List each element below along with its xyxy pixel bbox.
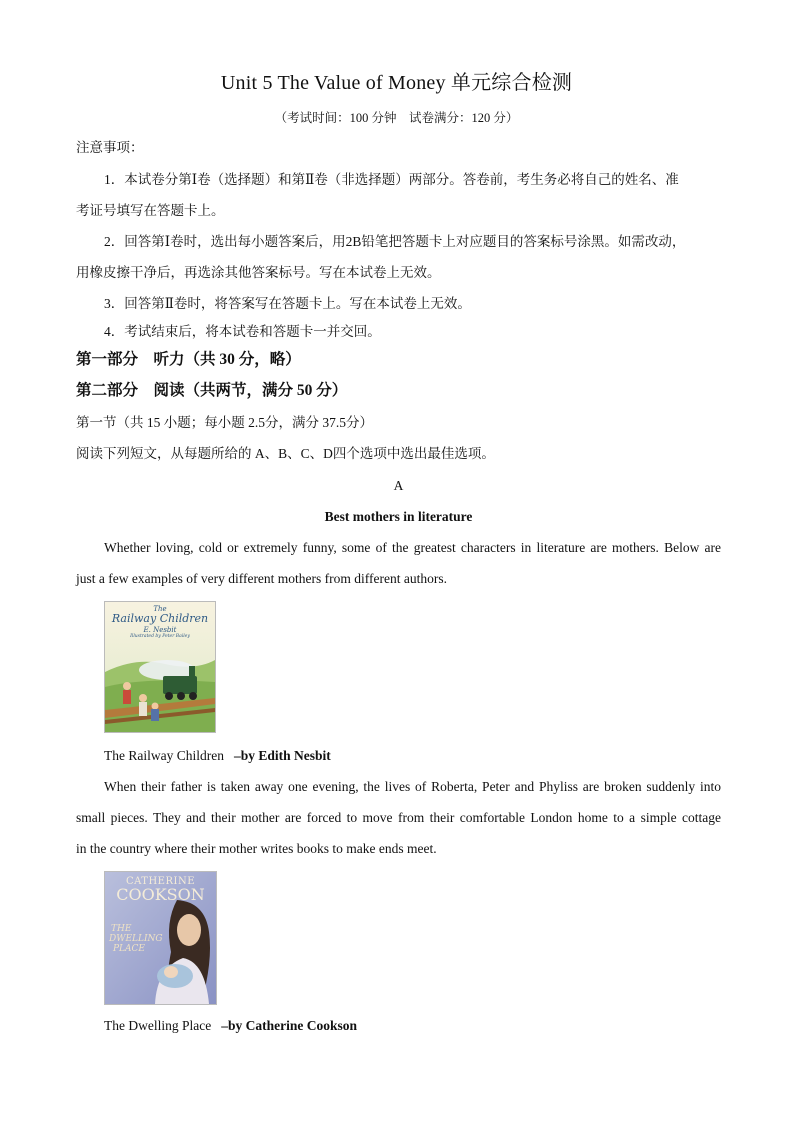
note-item-1-line-2: 考证号填写在答题卡上。	[76, 203, 225, 218]
note-item-2-line-1: 2．回答第Ⅰ卷时，选出每小题答案后，用2B铅笔把答题卡上对应题目的答案标号涂黑。如需改动，	[104, 234, 686, 249]
passage-intro-line-1: Whether loving, cold or extremely funny, some of the greatest characters in literature are mothers. Below are	[104, 540, 721, 555]
note-item-3: 3．回答第Ⅱ卷时，将答案写在答题卡上。写在本试卷上无效。	[104, 296, 471, 311]
part-1-heading: 第一部分 听力（共 30 分，略）	[76, 351, 301, 368]
reading-instruction: 阅读下列短文，从每题所给的 A、B、C、D四个选项中选出最佳选项。	[76, 446, 495, 461]
book-2-caption	[104, 1016, 357, 1036]
section-1-heading: 第一节（共 15 小题；每小题 2.5分，满分 37.5分）	[76, 415, 373, 430]
book-2-author: –by Catherine Cookson	[221, 1018, 357, 1033]
railway-cover-illustrator: Illustrated by Peter Bailey	[130, 634, 190, 639]
book-1-desc-line-3: in the country where their mother writes books to make ends meet.	[76, 841, 437, 856]
book-1-desc-line-1: When their father is taken away one evening, the lives of Roberta, Peter and Phyliss are broken suddenly into	[104, 779, 721, 794]
dwelling-cover-title-the: THE	[111, 924, 132, 934]
dwelling-cover-title-place: PLACE	[113, 944, 145, 954]
notes-heading: 注意事项：	[76, 140, 144, 155]
page-title: Unit 5 The Value of Money 单元综合检测	[220, 72, 573, 94]
railway-cover-author: E. Nesbit	[143, 626, 177, 634]
book-1-author: –by Edith Nesbit	[233, 748, 331, 763]
book-1-title: The Railway Children	[104, 748, 224, 763]
note-item-2-line-2: 用橡皮擦干净后，再选涂其他答案标号。写在本试卷上无效。	[76, 265, 441, 280]
exam-info: （考试时间：100 分钟 试卷满分：120 分）	[274, 111, 519, 125]
note-item-1-line-1: 1．本试卷分第Ⅰ卷（选择题）和第Ⅱ卷（非选择题）两部分。答卷前，考生务必将自己的姓名、准	[104, 172, 679, 187]
railway-cover-text-the: The	[153, 605, 167, 613]
part-2-heading: 第二部分 阅读（共两节，满分 50 分）	[76, 382, 348, 399]
railway-cover-title: Railway Children	[111, 612, 209, 625]
dwelling-cover-author-last: COOKSON	[116, 885, 205, 904]
passage-label: A	[393, 478, 404, 493]
book-1-desc-line-2: small pieces. They and their mother are forced to move from their comfortable London home to a simple cottage	[76, 810, 721, 825]
railway-children-cover-image	[104, 601, 216, 733]
passage-intro-line-2: just a few examples of very different mothers from different authors.	[76, 571, 448, 586]
note-item-4: 4．考试结束后，将本试卷和答题卡一并交回。	[104, 324, 381, 339]
dwelling-cover-author-first: CATHERINE	[125, 876, 196, 887]
dwelling-cover-title-dwelling: DWELLING	[109, 934, 163, 944]
book-2-title: The Dwelling Place	[104, 1018, 212, 1033]
dwelling-place-cover-image	[104, 871, 217, 1005]
passage-title: Best mothers in literature	[324, 509, 473, 524]
book-1-caption	[104, 746, 331, 766]
